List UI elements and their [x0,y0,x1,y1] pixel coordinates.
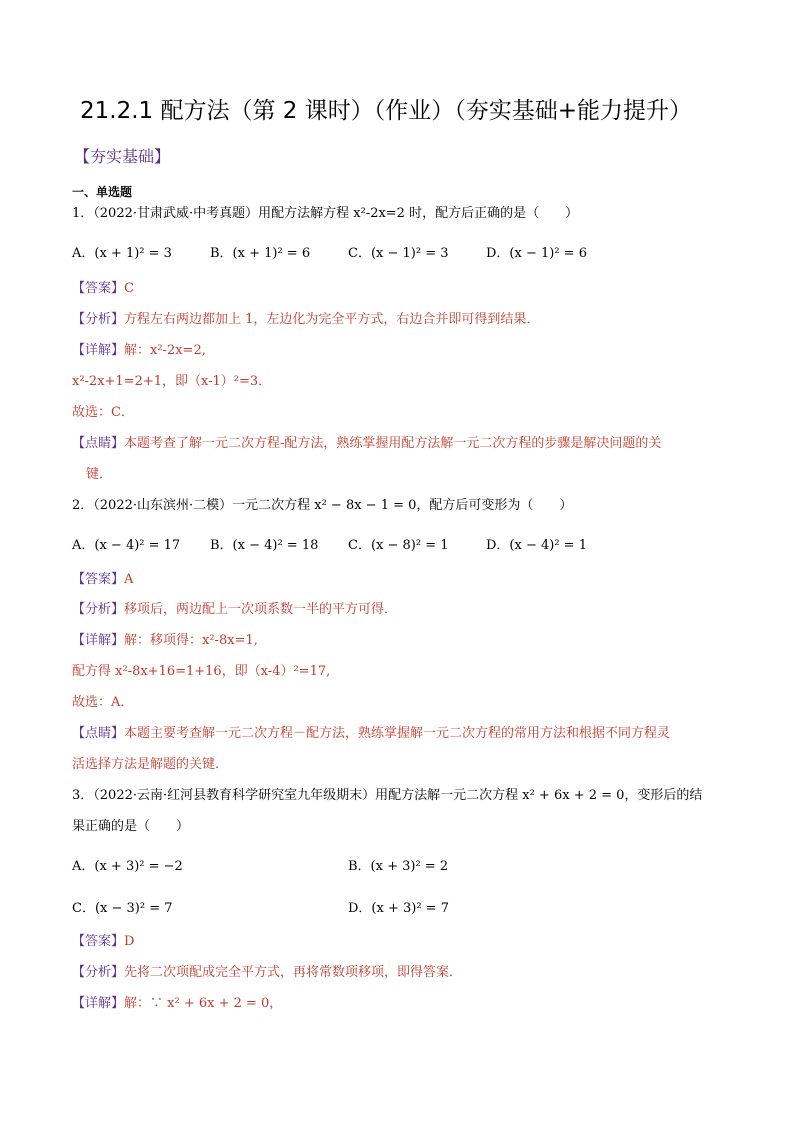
page-title: 21.2.1 配方法（第 2 课时）（作业）（夯实基础+能力提升） [80,98,692,124]
answer-tag: 【答案】 [72,281,125,296]
question-3-stem-line-2: 果正确的是（ ） [72,819,190,834]
q2-detail-line-3: 故选：A． [72,695,134,710]
analysis-tag: 【分析】 [72,965,125,980]
q1-comment-row [72,435,661,453]
answer-value: C [124,281,134,296]
detail-tag: 【详解】 [72,996,125,1011]
analysis-tag: 【分析】 [72,602,125,617]
analysis-text: 方程左右两边都加上 1，左边化为完全平方式，右边合并即可得到结果． [124,312,540,327]
q3-option-b: B．(x + 3)² = 2 [348,859,449,874]
q2-option-a: A．(x − 4)² = 17 [72,538,181,553]
analysis-tag: 【分析】 [72,312,125,327]
detail-text: 解：移项得：x²-8x=1, [124,633,258,648]
q3-analysis-row [72,964,462,982]
q2-option-c: C．(x − 8)² = 1 [348,538,449,553]
q3-detail-row [72,995,282,1013]
q2-comment-line-2: 活选择方法是解题的关键． [72,757,229,772]
q2-answer-row [72,571,133,589]
q2-option-b: B．(x − 4)² = 18 [210,538,319,553]
question-1-stem: 1．（2022·甘肃武威·中考真题）用配方法解方程 x²-2x=2 时，配方后正确的是（ ） [72,206,579,221]
q1-option-b: B．(x + 1)² = 6 [210,246,311,261]
q1-option-d: D．(x − 1)² = 6 [486,246,587,261]
analysis-text: 移项后，两边配上一次项系数一半的平方可得． [124,602,398,617]
detail-tag: 【详解】 [72,633,125,648]
comment-tag: 【点睛】 [72,436,125,451]
q2-comment-row [72,725,670,743]
q1-option-c: C．(x − 1)² = 3 [348,246,449,261]
q2-analysis-row [72,601,397,619]
detail-text: 解：x²-2x=2, [124,343,206,358]
q1-detail-line-3: 故选：C． [72,405,134,420]
q1-detail-line-2: x²-2x+1=2+1，即（x-1）²=3． [72,374,272,389]
q1-detail-row [72,342,206,360]
comment-text: 本题主要考查解一元二次方程－配方法，熟练掌握解一元二次方程的常用方法和根据不同方程灵 [124,726,671,741]
question-3-stem-line-1: 3．（2022·云南·红河县教育科学研究室九年级期末）用配方法解一元二次方程 x² + 6x + 2 = 0，变形后的结 [72,788,703,803]
q2-detail-row [72,632,258,650]
q1-analysis-row [72,311,539,329]
comment-tag: 【点睛】 [72,726,125,741]
answer-tag: 【答案】 [72,934,125,949]
q3-option-d: D．(x + 3)² = 7 [348,901,449,916]
question-2-stem: 2．（2022·山东滨州·二模）一元二次方程 x² − 8x − 1 = 0，配方后可变形为（ ） [72,498,573,513]
q1-option-a: A．(x + 1)² = 3 [72,246,172,261]
section-heading: 一、单选题 [72,185,133,199]
detail-text: 解：∵ x² + 6x + 2 = 0， [124,996,283,1011]
analysis-text: 先将二次项配成完全平方式，再将常数项移项，即得答案． [124,965,463,980]
q2-detail-line-2: 配方得 x²-8x+16=1+16，即（x-4）²=17, [72,664,331,679]
q3-answer-row [72,933,134,951]
section-label: 【夯实基础】 [74,147,171,166]
answer-tag: 【答案】 [72,572,125,587]
q2-option-d: D．(x − 4)² = 1 [486,538,587,553]
answer-value: A [124,572,134,587]
comment-text: 本题考查了解一元二次方程-配方法，熟练掌握用配方法解一元二次方程的步骤是解决问题的关 [124,436,662,451]
answer-value: D [124,934,135,949]
q1-comment-line-2: 键． [86,467,113,482]
q1-answer-row [72,280,134,298]
q3-option-a: A．(x + 3)² = −2 [72,859,183,874]
q3-option-c: C．(x − 3)² = 7 [72,901,173,916]
detail-tag: 【详解】 [72,343,125,358]
